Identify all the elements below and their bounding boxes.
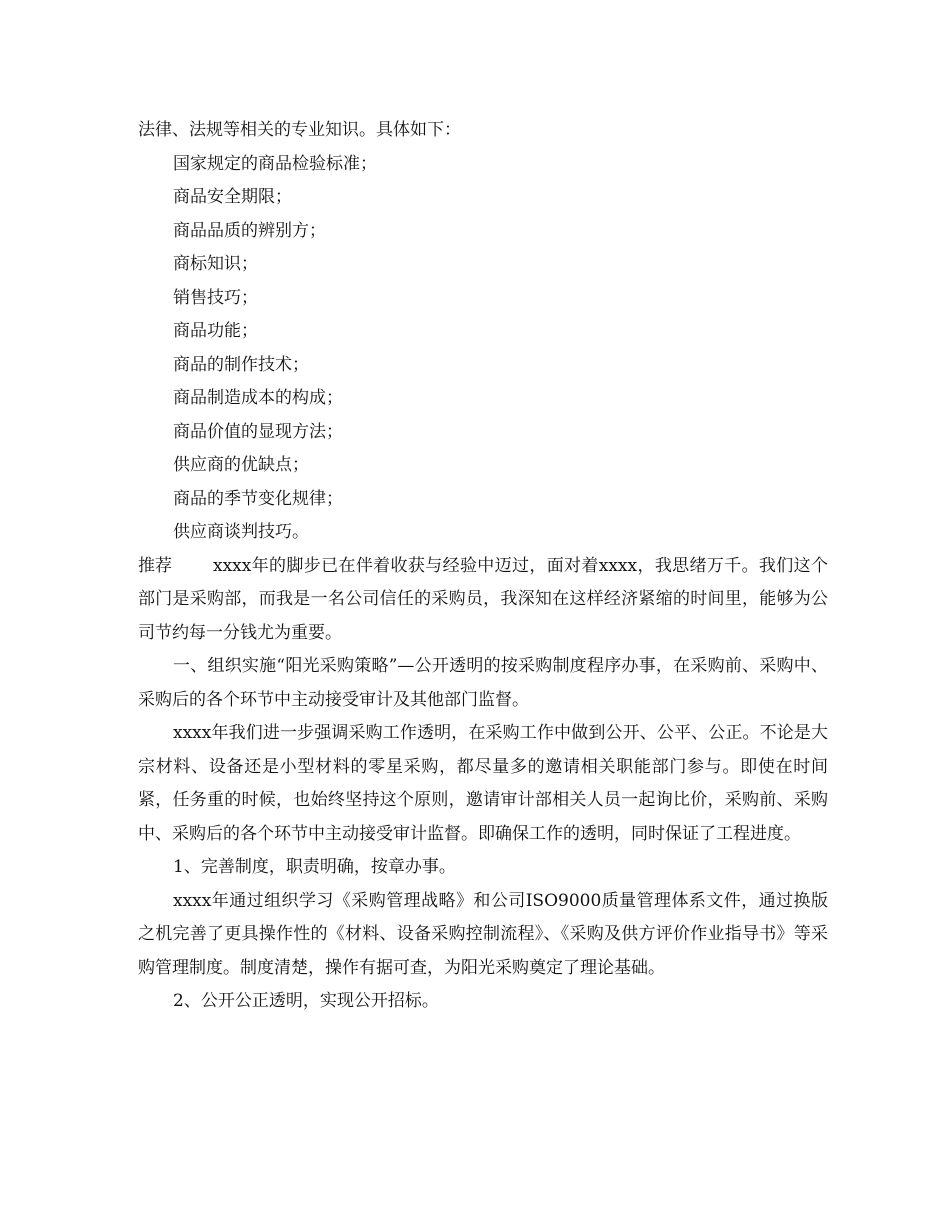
list-item: 商品价值的显现方法； bbox=[173, 421, 343, 442]
list-item: 商品的制作技术； bbox=[173, 354, 309, 375]
body-paragraph: xxxx年通过组织学习《采购管理战略》和公司ISO9000质量管理体系文件，通过换版之机完善了更具操作性的《材料、设备采购控制流程》、《采购及供方评价作业指导书》等采购管理制度。制度清楚，操作有据可查，为阳光采购奠定了理论基础。 bbox=[138, 890, 828, 978]
list-item: 商品功能； bbox=[173, 321, 258, 341]
recommend-text: xxxx年的脚步已在伴着收获与经验中迈过，面对着xxxx，我思绪万千。我们这个部门是采购部，而我是一名公司信任的采购员，我深知在这样经济紧缩的时间里，能够为公司节约每一分钱尤为重要。 bbox=[138, 555, 828, 643]
section-heading: 1、完善制度，职责明确，按章办事。 bbox=[173, 857, 456, 877]
list-item: 商品的季节变化规律； bbox=[173, 488, 343, 509]
list-item: 国家规定的商品检验标准； bbox=[173, 153, 377, 174]
body-paragraph: xxxx年我们进一步强调采购工作透明，在采购工作中做到公开、公平、公正。不论是大宗材料、设备还是小型材料的零星采购，都尽量多的邀请相关职能部门参与。即使在时间紧，任务重的时候，也始终坚持这个原则，邀请审计部相关人员一起询比价，采购前、采购中、采购后的各个环节中主动接受审计监督。即确保工作的透明，同时保证了工程进度。 bbox=[138, 723, 828, 844]
section-heading: 2、公开公正透明，实现公开招标。 bbox=[173, 991, 439, 1011]
list-item: 销售技巧； bbox=[173, 287, 258, 308]
list-item: 商品安全期限； bbox=[173, 187, 292, 207]
intro-line: 法律、法规等相关的专业知识。具体如下： bbox=[138, 120, 461, 140]
knowledge-list bbox=[138, 148, 828, 550]
list-item: 供应商的优缺点； bbox=[173, 455, 309, 475]
list-item: 商品制造成本的构成； bbox=[173, 388, 343, 408]
recommend-paragraph bbox=[138, 550, 828, 651]
list-item: 商品品质的辨别方； bbox=[173, 220, 326, 241]
list-item: 供应商谈判技巧。 bbox=[173, 522, 309, 542]
body-paragraph: 一、组织实施“阳光采购策略”—公开透明的按采购制度程序办事，在采购前、采购中、采购后的各个环节中主动接受审计及其他部门监督。 bbox=[138, 656, 828, 710]
recommend-label: 推荐 bbox=[138, 555, 172, 576]
document-body bbox=[138, 114, 828, 1019]
list-item: 商标知识； bbox=[173, 254, 258, 274]
